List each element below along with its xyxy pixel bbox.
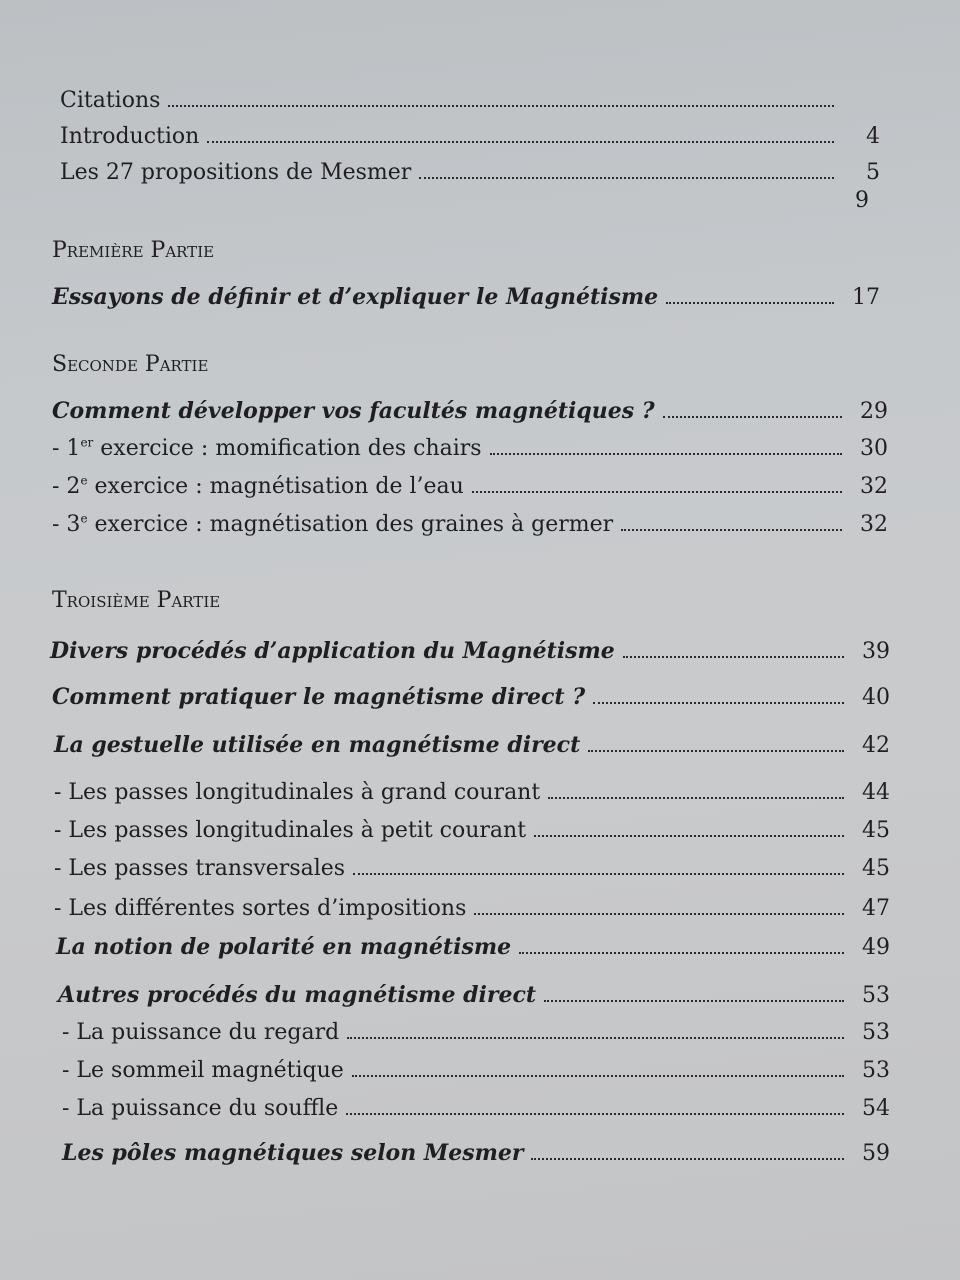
dot-leader — [474, 913, 844, 915]
toc-entry-label: - La puissance du regard — [62, 1020, 340, 1045]
dot-leader — [168, 105, 834, 107]
toc-entry-label — [52, 436, 490, 462]
toc-entry — [52, 474, 888, 500]
toc-entry-label: - Les différentes sortes d’impositions — [54, 896, 467, 921]
dot-leader — [666, 302, 834, 304]
toc-entry — [62, 1140, 890, 1167]
toc-entry-page: 5 — [866, 160, 880, 185]
toc-entry-label: Les 27 propositions de Mesmer — [60, 160, 412, 185]
toc-entry — [54, 818, 890, 844]
dot-leader — [593, 702, 844, 704]
toc-entry-page: 53 — [862, 1020, 890, 1045]
toc-entry-label: - Les passes longitudinales à grand courant — [54, 780, 541, 805]
exercise-number: - 2 — [52, 474, 81, 499]
toc-entry — [62, 1020, 890, 1046]
toc-entry-propositions — [60, 160, 880, 186]
toc-entry-introduction — [60, 124, 880, 150]
toc-entry — [52, 436, 888, 462]
toc-entry — [50, 638, 890, 665]
toc-entry — [62, 1058, 890, 1084]
toc-entry-page: 53 — [862, 1058, 890, 1083]
toc-entry — [52, 512, 888, 538]
dot-leader — [472, 491, 842, 493]
dot-leader — [588, 750, 844, 752]
toc-entry-page: 39 — [862, 639, 890, 664]
toc-entry-page: 42 — [862, 733, 890, 758]
ordinal-suffix: e — [80, 511, 88, 526]
ordinal-suffix: er — [80, 435, 94, 450]
toc-entry-page: 32 — [860, 512, 888, 537]
toc-entry-page: 17 — [852, 285, 880, 310]
toc-entry — [52, 684, 890, 711]
toc-entry-page: 49 — [862, 935, 890, 960]
toc-entry — [52, 284, 880, 311]
toc-entry — [54, 780, 890, 806]
toc-entry-page: 54 — [862, 1096, 890, 1121]
toc-entry-label — [52, 512, 621, 538]
dot-leader — [490, 453, 842, 455]
dot-leader — [531, 1158, 844, 1160]
toc-entry-label: Essayons de définir et d’expliquer le Magnétisme — [52, 284, 659, 310]
exercise-number: - 1 — [52, 436, 81, 461]
ordinal-suffix: e — [80, 473, 88, 488]
exercise-title: exercice : magnétisation de l’eau — [87, 474, 464, 499]
toc-entry-label: Divers procédés d’application du Magnétisme — [50, 638, 615, 664]
toc-entry — [56, 934, 890, 961]
toc-entry-label: Autres procédés du magnétisme direct — [58, 982, 536, 1008]
dot-leader — [544, 1000, 844, 1002]
dot-leader — [548, 797, 844, 799]
dot-leader — [352, 1075, 844, 1077]
toc-entry-label: - La puissance du souffle — [62, 1096, 339, 1121]
dot-leader — [663, 416, 842, 418]
toc-entry-page: 45 — [862, 818, 890, 843]
toc-entry-label: Citations — [60, 88, 161, 113]
toc-entry — [54, 732, 890, 759]
exercise-title: exercice : momification des chairs — [93, 436, 482, 461]
toc-entry-page: 59 — [862, 1141, 890, 1166]
dot-leader — [534, 835, 844, 837]
toc-entry — [54, 856, 890, 882]
toc-entry — [62, 1096, 890, 1122]
exercise-title: exercice : magnétisation des graines à germer — [87, 512, 614, 537]
dot-leader — [346, 1113, 844, 1115]
toc-entry-page: 30 — [860, 436, 888, 461]
dot-leader — [347, 1037, 844, 1039]
toc-entry-label: - Les passes transversales — [54, 856, 346, 881]
part-1-heading: Première Partie — [52, 238, 215, 263]
toc-entry-page: 45 — [862, 856, 890, 881]
toc-entry-label: Comment pratiquer le magnétisme direct ? — [52, 684, 586, 710]
toc-entry-label: Les pôles magnétiques selon Mesmer — [62, 1140, 524, 1166]
dot-leader — [621, 529, 842, 531]
exercise-number: - 3 — [52, 512, 81, 537]
toc-entry-label: - Les passes longitudinales à petit courant — [54, 818, 527, 843]
toc-entry-page: 4 — [866, 124, 880, 149]
dot-leader — [519, 952, 844, 954]
part-2-heading: Seconde Partie — [52, 352, 209, 377]
dot-leader — [623, 656, 844, 658]
toc-entry-label: Introduction — [60, 124, 200, 149]
dot-leader — [207, 141, 834, 143]
toc-entry-label: La notion de polarité en magnétisme — [56, 934, 512, 960]
toc-entry-page: 53 — [862, 983, 890, 1008]
toc-entry-page: 44 — [862, 780, 890, 805]
part-3-heading: Troisième Partie — [52, 588, 221, 613]
toc-entry-label: La gestuelle utilisée en magnétisme direct — [54, 732, 581, 758]
toc-trailing-page: 9 — [855, 188, 869, 213]
toc-entry-page: 47 — [862, 896, 890, 921]
toc-entry — [54, 896, 890, 922]
toc-entry-label: Comment développer vos facultés magnétiques ? — [52, 398, 655, 424]
toc-entry-label — [52, 474, 472, 500]
toc-entry-citations — [60, 88, 880, 114]
toc-entry-label: - Le sommeil magnétique — [62, 1058, 344, 1083]
toc-entry-page: 29 — [860, 399, 888, 424]
dot-leader — [353, 873, 844, 875]
toc-entry-page: 40 — [862, 685, 890, 710]
toc-entry-page: 32 — [860, 474, 888, 499]
toc-entry — [52, 398, 888, 425]
toc-entry — [58, 982, 890, 1009]
dot-leader — [419, 177, 834, 179]
